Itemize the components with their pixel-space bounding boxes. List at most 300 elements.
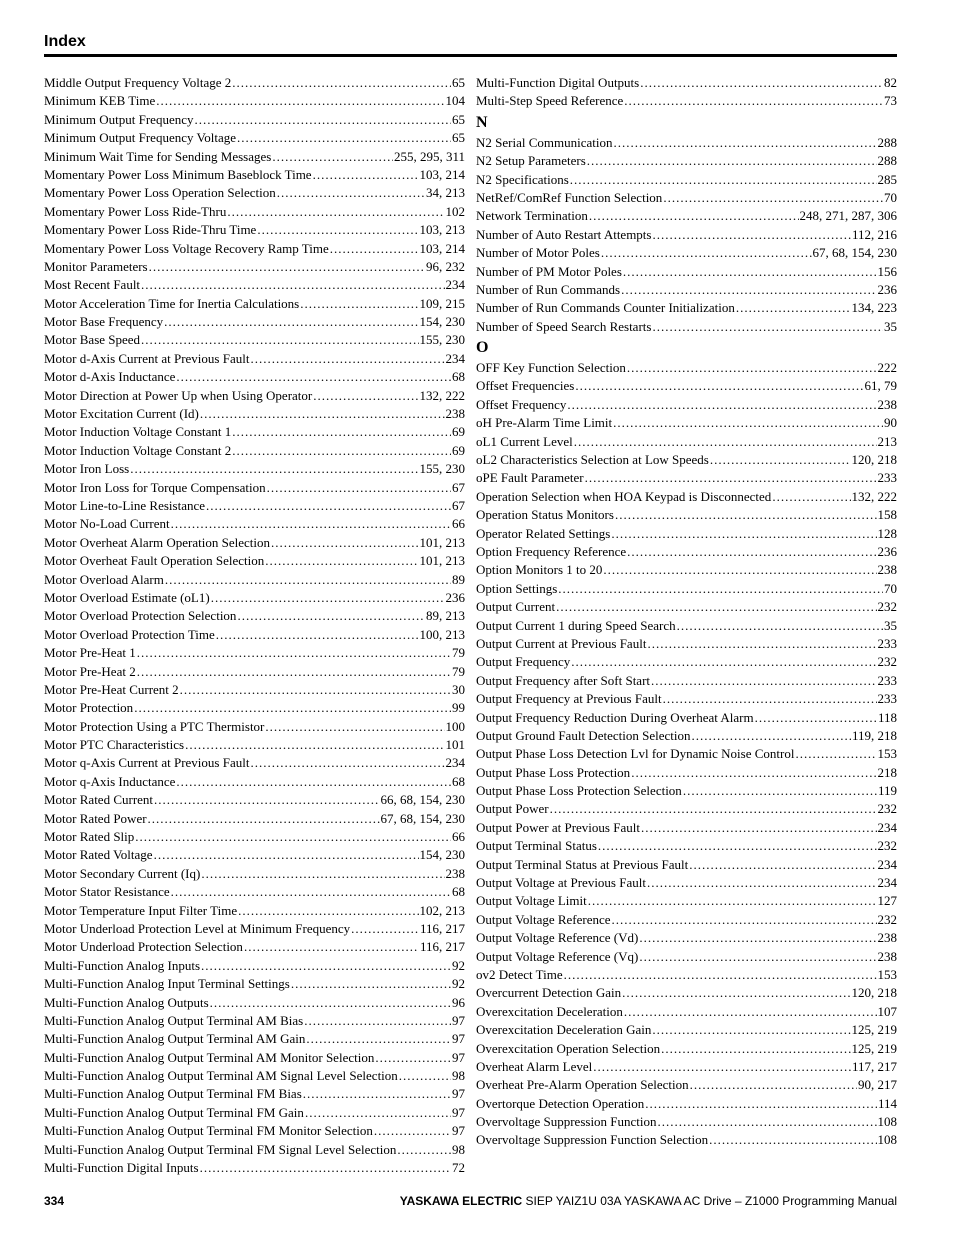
index-entry-term: Motor Iron Loss for Torque Compensation bbox=[44, 479, 266, 495]
index-entry-term: Minimum Output Frequency Voltage bbox=[44, 130, 236, 146]
dot-leader bbox=[603, 561, 876, 579]
index-entry bbox=[476, 1113, 897, 1131]
index-column-right bbox=[476, 74, 897, 1150]
index-entry bbox=[44, 203, 465, 221]
index-entry bbox=[476, 984, 897, 1002]
dot-leader bbox=[244, 938, 419, 956]
index-entry-term: Motor Pre-Heat 2 bbox=[44, 663, 136, 679]
index-entry-term: Output Current at Previous Fault bbox=[476, 635, 647, 651]
index-entry-pages: 102, 213 bbox=[419, 902, 465, 918]
index-entry-pages: 116, 217 bbox=[419, 939, 465, 955]
index-entry-term: Offset Frequencies bbox=[476, 378, 575, 394]
dot-leader bbox=[683, 782, 877, 800]
index-entry-pages: 104 bbox=[445, 93, 465, 109]
index-entry-term: Operation Status Monitors bbox=[476, 507, 614, 523]
index-entry bbox=[476, 433, 897, 451]
index-entry-pages: 238 bbox=[877, 948, 897, 964]
index-entry bbox=[44, 846, 465, 864]
index-entry-term: Momentary Power Loss Ride-Thru Time bbox=[44, 222, 257, 238]
dot-leader bbox=[709, 1131, 876, 1149]
index-entry-term: Overheat Pre-Alarm Operation Selection bbox=[476, 1077, 689, 1093]
dot-leader bbox=[300, 295, 418, 313]
index-entry bbox=[476, 92, 897, 110]
index-entry-pages: 119, 218 bbox=[851, 727, 897, 743]
index-entry-term: Option Monitors 1 to 20 bbox=[476, 562, 603, 578]
dot-leader bbox=[272, 148, 393, 166]
index-entry-pages: 89 bbox=[452, 571, 465, 587]
index-entry-term: Option Frequency Reference bbox=[476, 543, 627, 559]
dot-leader bbox=[623, 263, 877, 281]
index-entry-pages: 120, 218 bbox=[851, 452, 897, 468]
index-entry bbox=[44, 1141, 465, 1159]
index-entry bbox=[476, 672, 897, 690]
dot-leader bbox=[736, 299, 851, 317]
index-entry-pages: 97 bbox=[452, 1086, 465, 1102]
index-entry-term: Number of Motor Poles bbox=[476, 245, 600, 261]
dot-leader bbox=[564, 966, 877, 984]
index-entry-term: Motor Overload Protection Time bbox=[44, 626, 215, 642]
index-entry bbox=[476, 709, 897, 727]
index-entry bbox=[44, 331, 465, 349]
dot-leader bbox=[185, 736, 444, 754]
index-entry-pages: 232 bbox=[877, 654, 897, 670]
index-entry-pages: 288 bbox=[877, 153, 897, 169]
index-entry-term: Motor Induction Voltage Constant 2 bbox=[44, 442, 232, 458]
index-entry bbox=[44, 883, 465, 901]
index-entry-term: Motor Direction at Power Up when Using Operator bbox=[44, 387, 313, 403]
index-entry-term: N2 Setup Parameters bbox=[476, 153, 586, 169]
index-entry-pages: 120, 218 bbox=[851, 985, 897, 1001]
dot-leader bbox=[201, 957, 451, 975]
index-entry bbox=[44, 736, 465, 754]
dot-leader bbox=[621, 281, 876, 299]
dot-leader bbox=[271, 534, 419, 552]
index-entry bbox=[476, 451, 897, 469]
index-entry bbox=[476, 690, 897, 708]
index-entry bbox=[44, 552, 465, 570]
index-entry bbox=[44, 92, 465, 110]
index-entry-pages: 134, 223 bbox=[851, 300, 897, 316]
index-entry bbox=[44, 773, 465, 791]
index-entry-term: Multi-Step Speed Reference bbox=[476, 93, 624, 109]
index-entry bbox=[476, 617, 897, 635]
index-entry bbox=[44, 571, 465, 589]
dot-leader bbox=[237, 607, 425, 625]
index-entry-pages: 125, 219 bbox=[851, 1040, 897, 1056]
index-entry-term: Motor Overload Protection Selection bbox=[44, 608, 237, 624]
index-entry bbox=[44, 607, 465, 625]
index-entry-term: Motor Rated Slip bbox=[44, 829, 135, 845]
index-entry-term: Motor Base Frequency bbox=[44, 314, 164, 330]
index-entry-pages: 98 bbox=[452, 1141, 465, 1157]
index-entry bbox=[476, 1076, 897, 1094]
index-entry-term: Motor d-Axis Inductance bbox=[44, 369, 176, 385]
index-entry-pages: 97 bbox=[452, 1031, 465, 1047]
dot-leader bbox=[351, 920, 419, 938]
index-entry-term: Multi-Function Analog Output Terminal AM Monitor Selection bbox=[44, 1049, 375, 1065]
index-entry-pages: 238 bbox=[877, 396, 897, 412]
index-entry bbox=[476, 911, 897, 929]
dot-leader bbox=[210, 994, 451, 1012]
index-entry-term: Momentary Power Loss Operation Selection bbox=[44, 185, 276, 201]
index-entry-term: Operator Related Settings bbox=[476, 525, 611, 541]
dot-leader bbox=[374, 1122, 451, 1140]
dot-leader bbox=[639, 948, 876, 966]
index-entry-pages: 285 bbox=[877, 171, 897, 187]
index-entry-pages: 70 bbox=[884, 189, 897, 205]
index-entry-pages: 69 bbox=[452, 442, 465, 458]
index-entry-pages: 233 bbox=[877, 672, 897, 688]
dot-leader bbox=[141, 276, 444, 294]
index-entry bbox=[476, 263, 897, 281]
index-entry-term: Multi-Function Analog Output Terminal FM Bias bbox=[44, 1086, 302, 1102]
index-entry-term: Motor Excitation Current (Id) bbox=[44, 406, 199, 422]
dot-leader bbox=[647, 635, 876, 653]
dot-leader bbox=[585, 469, 877, 487]
index-entry bbox=[44, 810, 465, 828]
index-entry-pages: 100 bbox=[445, 718, 465, 734]
index-entry-term: N2 Serial Communication bbox=[476, 134, 613, 150]
index-entry-term: Motor Pre-Heat Current 2 bbox=[44, 681, 179, 697]
index-entry-term: Network Termination bbox=[476, 208, 588, 224]
index-entry-term: Motor Acceleration Time for Inertia Calculations bbox=[44, 295, 300, 311]
index-entry-term: Output Frequency after Soft Start bbox=[476, 672, 651, 688]
index-entry bbox=[44, 957, 465, 975]
index-entry-pages: 66 bbox=[452, 516, 465, 532]
index-entry bbox=[476, 525, 897, 543]
index-entry-pages: 238 bbox=[877, 562, 897, 578]
dot-leader bbox=[200, 1159, 451, 1177]
dot-leader bbox=[200, 405, 445, 423]
index-entry-term: Motor Overload Alarm bbox=[44, 571, 164, 587]
dot-leader bbox=[134, 699, 451, 717]
index-entry-pages: 238 bbox=[445, 406, 465, 422]
index-entry bbox=[476, 1003, 897, 1021]
index-entry-term: Motor Base Speed bbox=[44, 332, 141, 348]
index-entry-pages: 101 bbox=[445, 737, 465, 753]
index-entry-term: oL1 Current Level bbox=[476, 433, 573, 449]
index-entry bbox=[476, 469, 897, 487]
dot-leader bbox=[206, 497, 451, 515]
index-entry-term: Output Frequency Reduction During Overheat Alarm bbox=[476, 709, 754, 725]
dot-leader bbox=[574, 433, 877, 451]
index-entry-pages: 116, 217 bbox=[419, 920, 465, 936]
dot-leader bbox=[640, 74, 883, 92]
index-entry-pages: 92 bbox=[452, 957, 465, 973]
dot-leader bbox=[303, 1085, 451, 1103]
index-entry bbox=[44, 240, 465, 258]
dot-leader bbox=[567, 396, 876, 414]
index-entry-pages: 288 bbox=[877, 134, 897, 150]
index-entry bbox=[44, 515, 465, 533]
dot-leader bbox=[171, 515, 451, 533]
index-entry-pages: 68 bbox=[452, 884, 465, 900]
index-entry-term: Minimum Wait Time for Sending Messages bbox=[44, 148, 272, 164]
index-entry bbox=[44, 479, 465, 497]
dot-leader bbox=[690, 1076, 857, 1094]
dot-leader bbox=[257, 221, 418, 239]
index-entry-term: Motor Pre-Heat 1 bbox=[44, 645, 136, 661]
index-entry-pages: 109, 215 bbox=[419, 295, 465, 311]
dot-leader bbox=[627, 359, 877, 377]
index-entry bbox=[476, 892, 897, 910]
dot-leader bbox=[691, 727, 851, 745]
dot-leader bbox=[305, 1104, 451, 1122]
index-entry-pages: 97 bbox=[452, 1012, 465, 1028]
index-entry-pages: 107 bbox=[877, 1003, 897, 1019]
index-entry bbox=[44, 368, 465, 386]
index-entry-pages: 103, 214 bbox=[419, 240, 465, 256]
footer-brand: YASKAWA ELECTRIC bbox=[399, 1194, 523, 1208]
index-entry bbox=[476, 727, 897, 745]
dot-leader bbox=[598, 837, 877, 855]
index-entry-term: Momentary Power Loss Minimum Baseblock Time bbox=[44, 166, 312, 182]
index-entry bbox=[44, 295, 465, 313]
index-entry-term: Minimum Output Frequency bbox=[44, 111, 194, 127]
footer-manual-title: SIEP YAIZ1U 03A YASKAWA AC Drive – Z1000 Programming Manual bbox=[522, 1194, 897, 1208]
dot-leader bbox=[201, 865, 444, 883]
dot-leader bbox=[624, 92, 883, 110]
index-entry bbox=[44, 148, 465, 166]
index-entry-pages: 30 bbox=[452, 681, 465, 697]
index-column-left bbox=[44, 74, 465, 1177]
index-entry-term: oPE Fault Parameter bbox=[476, 470, 584, 486]
dot-leader bbox=[250, 754, 444, 772]
index-entry-term: Output Voltage Reference (Vq) bbox=[476, 948, 639, 964]
index-entry bbox=[476, 226, 897, 244]
index-entry bbox=[476, 1095, 897, 1113]
index-entry-term: Motor Rated Current bbox=[44, 792, 154, 808]
index-entry-pages: 234 bbox=[877, 856, 897, 872]
index-entry-pages: 232 bbox=[877, 838, 897, 854]
index-entry-pages: 101, 213 bbox=[419, 534, 465, 550]
index-entry bbox=[476, 635, 897, 653]
index-entry bbox=[44, 1159, 465, 1177]
index-entry-pages: 66 bbox=[452, 829, 465, 845]
index-entry-pages: 232 bbox=[877, 801, 897, 817]
dot-leader bbox=[277, 184, 425, 202]
index-entry-pages: 154, 230 bbox=[419, 314, 465, 330]
index-entry-term: Output Phase Loss Protection Selection bbox=[476, 783, 682, 799]
index-entry-term: Multi-Function Analog Output Terminal FM Monitor Selection bbox=[44, 1123, 373, 1139]
index-entry bbox=[476, 171, 897, 189]
index-entry bbox=[476, 1040, 897, 1058]
index-entry-term: Multi-Function Analog Output Terminal FM Signal Level Selection bbox=[44, 1141, 397, 1157]
dot-leader bbox=[195, 111, 452, 129]
index-entry-pages: 234 bbox=[877, 819, 897, 835]
index-entry-term: Output Current 1 during Speed Search bbox=[476, 617, 676, 633]
index-entry bbox=[44, 460, 465, 478]
index-entry bbox=[44, 166, 465, 184]
dot-leader bbox=[137, 644, 451, 662]
dot-leader bbox=[265, 718, 444, 736]
index-entry bbox=[44, 74, 465, 92]
index-entry-pages: 114 bbox=[877, 1095, 897, 1111]
dot-leader bbox=[558, 580, 883, 598]
dot-leader bbox=[232, 442, 451, 460]
index-entry bbox=[476, 966, 897, 984]
dot-leader bbox=[375, 1049, 451, 1067]
dot-leader bbox=[232, 74, 451, 92]
index-entry-pages: 89, 213 bbox=[426, 608, 465, 624]
index-entry bbox=[44, 644, 465, 662]
index-entry-pages: 79 bbox=[452, 645, 465, 661]
index-entry bbox=[476, 1021, 897, 1039]
dot-leader bbox=[641, 819, 877, 837]
index-group-o bbox=[476, 359, 897, 1150]
index-entry bbox=[476, 281, 897, 299]
index-entry bbox=[44, 626, 465, 644]
index-entry-term: Motor Secondary Current (Iq) bbox=[44, 865, 201, 881]
index-entry bbox=[476, 874, 897, 892]
dot-leader bbox=[137, 663, 451, 681]
index-entry-term: Output Frequency at Previous Fault bbox=[476, 691, 662, 707]
index-entry-term: Multi-Function Digital Inputs bbox=[44, 1160, 199, 1176]
index-entry bbox=[476, 488, 897, 506]
dot-leader bbox=[556, 598, 876, 616]
index-entry-term: Multi-Function Analog Output Terminal FM Gain bbox=[44, 1104, 304, 1120]
index-entry-term: Operation Selection when HOA Keypad is Disconnected bbox=[476, 488, 772, 504]
index-entry-pages: 69 bbox=[452, 424, 465, 440]
index-entry-term: Output Voltage Limit bbox=[476, 893, 587, 909]
dot-leader bbox=[330, 240, 419, 258]
index-entry-pages: 97 bbox=[452, 1123, 465, 1139]
index-entry-term: Motor Overload Estimate (oL1) bbox=[44, 589, 210, 605]
index-entry bbox=[44, 497, 465, 515]
index-entry-term: Output Voltage Reference bbox=[476, 911, 611, 927]
index-entry bbox=[44, 718, 465, 736]
index-entry bbox=[44, 791, 465, 809]
index-entry bbox=[44, 663, 465, 681]
index-entry-term: Motor Protection bbox=[44, 700, 134, 716]
index-entry-term: N2 Specifications bbox=[476, 171, 569, 187]
index-entry-term: Motor Stator Resistance bbox=[44, 884, 170, 900]
dot-leader bbox=[663, 189, 883, 207]
index-entry-term: Motor Overheat Fault Operation Selection bbox=[44, 553, 265, 569]
index-entry-pages: 100, 213 bbox=[419, 626, 465, 642]
index-entry bbox=[476, 318, 897, 336]
index-entry-term: oL2 Characteristics Selection at Low Speeds bbox=[476, 452, 709, 468]
index-group-m-continued bbox=[476, 74, 897, 111]
dot-leader bbox=[661, 1040, 850, 1058]
index-entry-term: Multi-Function Analog Output Terminal AM Bias bbox=[44, 1012, 304, 1028]
dot-leader bbox=[313, 166, 419, 184]
index-group-n bbox=[476, 134, 897, 336]
page-number: 334 bbox=[44, 1194, 65, 1208]
index-entry-pages: 132, 222 bbox=[419, 387, 465, 403]
index-entry-term: Overexcitation Operation Selection bbox=[476, 1040, 661, 1056]
dot-leader bbox=[772, 488, 850, 506]
dot-leader bbox=[171, 883, 451, 901]
index-entry-term: OFF Key Function Selection bbox=[476, 360, 626, 376]
index-entry-pages: 97 bbox=[452, 1049, 465, 1065]
dot-leader bbox=[647, 874, 877, 892]
index-entry-pages: 98 bbox=[452, 1068, 465, 1084]
index-entry-term: Multi-Function Digital Outputs bbox=[476, 75, 640, 90]
index-entry bbox=[44, 1122, 465, 1140]
index-entry bbox=[44, 442, 465, 460]
index-entry bbox=[476, 580, 897, 598]
index-entry-pages: 218 bbox=[877, 764, 897, 780]
index-entry bbox=[476, 929, 897, 947]
index-entry-term: Motor Underload Protection Level at Minimum Frequency bbox=[44, 920, 351, 936]
index-entry-pages: 233 bbox=[877, 470, 897, 486]
index-entry-pages: 125, 219 bbox=[851, 1022, 897, 1038]
index-entry bbox=[476, 745, 897, 763]
dot-leader bbox=[689, 856, 876, 874]
index-entry bbox=[44, 258, 465, 276]
dot-leader bbox=[755, 709, 877, 727]
index-entry-term: Motor Temperature Input Filter Time bbox=[44, 902, 238, 918]
index-entry-term: Multi-Function Analog Outputs bbox=[44, 994, 209, 1010]
dot-leader bbox=[176, 773, 451, 791]
index-entry bbox=[476, 800, 897, 818]
index-entry bbox=[476, 782, 897, 800]
index-entry-term: Output Current bbox=[476, 599, 556, 615]
index-entry-term: Motor q-Axis Current at Previous Fault bbox=[44, 755, 250, 771]
dot-leader bbox=[141, 331, 418, 349]
dot-leader bbox=[176, 368, 451, 386]
index-entry-pages: 67, 68, 154, 230 bbox=[380, 810, 465, 826]
index-entry bbox=[44, 938, 465, 956]
index-entry bbox=[44, 975, 465, 993]
index-entry-term: Option Settings bbox=[476, 580, 558, 596]
index-entry bbox=[476, 244, 897, 262]
index-entry-term: Multi-Function Analog Output Terminal AM Signal Level Selection bbox=[44, 1068, 398, 1084]
index-entry-pages: 232 bbox=[877, 911, 897, 927]
index-entry-pages: 68 bbox=[452, 773, 465, 789]
index-entry bbox=[44, 1049, 465, 1067]
index-entry bbox=[44, 1067, 465, 1085]
index-entry-pages: 34, 213 bbox=[426, 185, 465, 201]
dot-leader bbox=[631, 764, 876, 782]
dot-leader bbox=[795, 745, 876, 763]
index-entry bbox=[476, 561, 897, 579]
dot-leader bbox=[677, 617, 883, 635]
index-entry-pages: 65 bbox=[452, 111, 465, 127]
index-entry-pages: 96 bbox=[452, 994, 465, 1010]
index-entry-term: Overcurrent Detection Gain bbox=[476, 985, 622, 1001]
index-entry bbox=[44, 534, 465, 552]
dot-leader bbox=[652, 318, 883, 336]
index-entry-pages: 127 bbox=[877, 893, 897, 909]
index-entry bbox=[476, 764, 897, 782]
index-entry bbox=[476, 506, 897, 524]
index-entry-pages: 248, 271, 287, 306 bbox=[799, 208, 897, 224]
index-entry bbox=[476, 948, 897, 966]
index-entry-term: oH Pre-Alarm Time Limit bbox=[476, 415, 613, 431]
index-entry bbox=[44, 184, 465, 202]
index-entry bbox=[44, 828, 465, 846]
dot-leader bbox=[613, 134, 876, 152]
dot-leader bbox=[304, 1012, 451, 1030]
index-entry-term: Number of Speed Search Restarts bbox=[476, 318, 652, 334]
dot-leader bbox=[267, 479, 451, 497]
index-entry-pages: 96, 232 bbox=[426, 258, 465, 274]
section-letter-n: N bbox=[476, 113, 488, 131]
index-entry-pages: 118 bbox=[877, 709, 897, 725]
index-entry-pages: 234 bbox=[445, 350, 465, 366]
index-entry-term: Monitor Parameters bbox=[44, 258, 148, 274]
index-entry bbox=[476, 299, 897, 317]
dot-leader bbox=[627, 543, 876, 561]
index-entry-pages: 73 bbox=[884, 93, 897, 109]
index-entry-pages: 35 bbox=[884, 318, 897, 334]
index-entry-term: Multi-Function Analog Input Terminal Settings bbox=[44, 976, 290, 992]
dot-leader bbox=[180, 681, 451, 699]
index-entry bbox=[476, 359, 897, 377]
index-entry bbox=[476, 819, 897, 837]
